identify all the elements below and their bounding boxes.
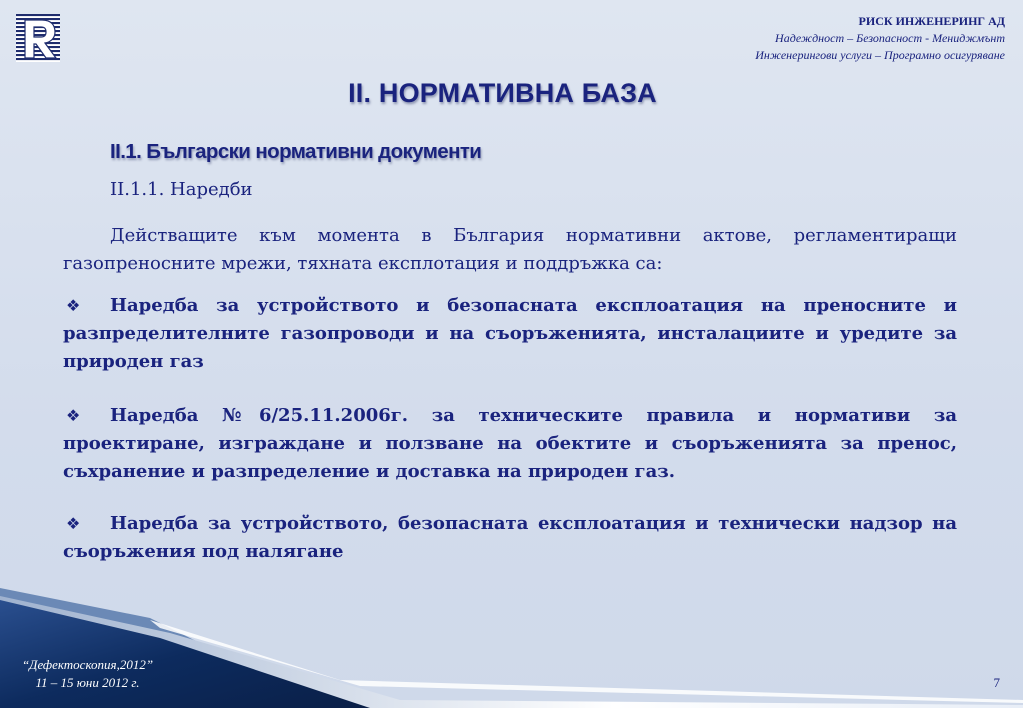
page-number: 7 xyxy=(993,675,1000,690)
bullet-item-2 xyxy=(63,402,957,486)
diamond-bullet-icon: ❖ xyxy=(66,296,81,315)
company-tagline-2: Инженерингови услуги – Програмно осигуряване xyxy=(755,48,1005,62)
slide-title: II. НОРМАТИВНА БАЗА xyxy=(348,78,657,108)
bullet-text: Наредба за устройството, безопасната експлоатация и технически надзор на съоръжения под налягане xyxy=(63,513,957,562)
intro-paragraph: Действащите към момента в България нормативни актове, регламентиращи газопреносните мрежи, тяхната експлотация и поддръжка са: xyxy=(63,225,957,274)
section-heading: II.1. Български нормативни документи xyxy=(110,140,482,163)
subsection-heading: II.1.1. Наредби xyxy=(110,179,253,200)
bullet-text: Наредба за устройството и безопасната експлоатация на преносните и разпределителните газопроводи и на съоръженията, инсталациите и уредите за природен газ xyxy=(63,295,957,372)
diamond-bullet-icon: ❖ xyxy=(66,406,81,425)
event-dates: 11 – 15 юни 2012 г. xyxy=(35,675,140,690)
event-name: “Дефектоскопия,2012” xyxy=(21,657,154,672)
bullet-text: Наредба №6/25.11.2006г. за техническите правила и нормативи за проектиране, изграждане и ползване на обектите и съоръженията за пренос, съхранение и разпределение и доставка на природен газ. xyxy=(63,405,957,482)
diamond-bullet-icon: ❖ xyxy=(66,514,81,533)
company-name: РИСК ИНЖЕНЕРИНГ АД xyxy=(858,14,1005,28)
company-header xyxy=(755,13,1005,64)
bullet-item-1 xyxy=(63,292,957,376)
company-tagline-1: Надеждност – Безопасност - Мениджмънт xyxy=(775,31,1005,45)
company-logo xyxy=(16,14,60,62)
bullet-item-3 xyxy=(63,510,957,566)
event-info xyxy=(0,656,175,692)
